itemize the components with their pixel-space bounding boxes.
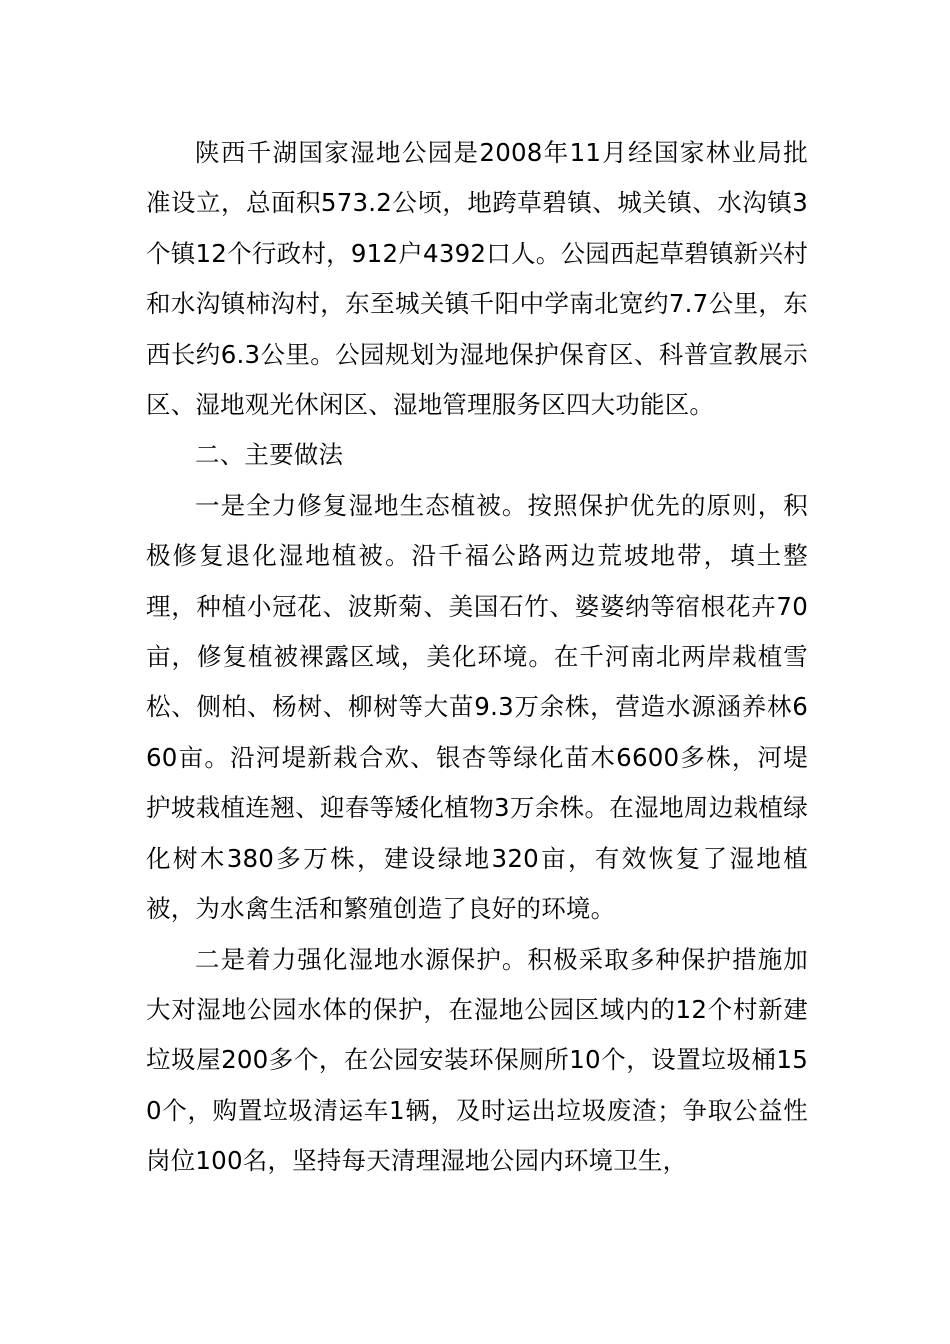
document-body bbox=[146, 128, 808, 1187]
paragraph-water-protection: 二是着力强化湿地水源保护。积极采取多种保护措施加大对湿地公园水体的保护，在湿地公园区域内的12个村新建垃圾屋200多个，在公园安装环保厕所10个，设置垃圾桶150个，购置垃圾清运车1辆，及时运出垃圾废渣；争取公益性岗位100名，坚持每天清理湿地公园内环境卫生， bbox=[146, 944, 808, 1176]
paragraph-vegetation-restoration: 一是全力修复湿地生态植被。按照保护优先的原则，积极修复退化湿地植被。沿千福公路两边荒坡地带，填土整理，种植小冠花、波斯菊、美国石竹、婆婆纳等宿根花卉70亩，修复植被裸露区域，美化环境。在千河南北两岸栽植雪松、侧柏、杨树、柳树等大苗9.3万余株，营造水源涵养林660亩。沿河堤新栽合欢、银杏等绿化苗木6600多株，河堤护坡栽植连翘、迎春等矮化植物3万余株。在湿地周边栽植绿化树木380多万株，建设绿地320亩，有效恢复了湿地植被，为水禽生活和繁殖创造了良好的环境。 bbox=[146, 490, 808, 924]
paragraph-park-overview: 陕西千湖国家湿地公园是2008年11月经国家林业局批准设立，总面积573.2公顷，地跨草碧镇、城关镇、水沟镇3个镇12个行政村，912户4392口人。公园西起草碧镇新兴村和水沟镇柿沟村，东至城关镇千阳中学南北宽约7.7公里，东西长约6.3公里。公园规划为湿地保护保育区、科普宣教展示区、湿地观光休闲区、湿地管理服务区四大功能区。 bbox=[146, 138, 808, 420]
section-heading-main-practices: 二、主要做法 bbox=[195, 440, 344, 470]
